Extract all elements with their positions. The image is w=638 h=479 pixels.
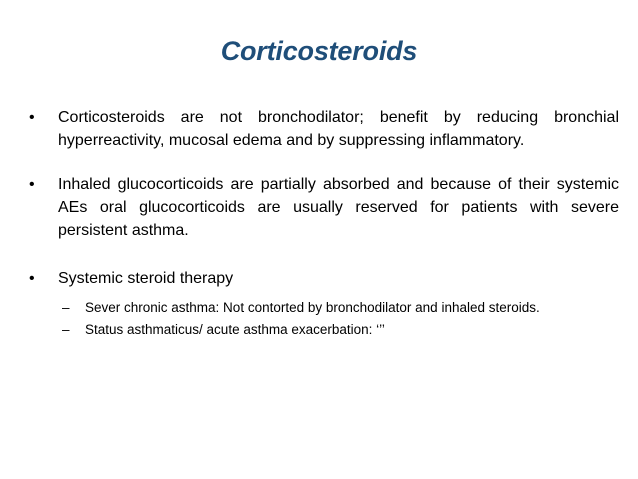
sub-bullet-text: Sever chronic asthma: Not contorted by bronchodilator and inhaled steroids.: [85, 300, 540, 315]
bullet-item: [29, 173, 619, 242]
sub-bullet-item: [58, 297, 619, 319]
bullet-text: Inhaled glucocorticoids are partially absorbed and because of their systemic AEs oral glucocorticoids are usually reserved for patients with severe persistent asthma.: [58, 176, 619, 239]
sub-bullet-list: [58, 297, 619, 341]
bullet-icon: •: [29, 270, 35, 287]
bullet-item: [29, 267, 619, 341]
sub-bullet-item: [58, 319, 619, 341]
bullet-icon: •: [29, 109, 35, 126]
slide-title: Corticosteroids: [220, 36, 418, 66]
sub-bullet-text: Status asthmaticus/ acute asthma exacerbation: ‘’’: [85, 322, 385, 337]
bullet-text: Systemic steroid therapy: [58, 270, 234, 287]
bullet-text: Corticosteroids are not bronchodilator; benefit by reducing bronchial hyperreactivity, mucosal edema and by suppressing inflammatory.: [58, 109, 619, 149]
bullet-item: [29, 106, 619, 152]
dash-icon: –: [62, 300, 70, 315]
dash-icon: –: [62, 322, 70, 337]
bullet-list: [29, 106, 619, 341]
bullet-icon: •: [29, 176, 35, 193]
